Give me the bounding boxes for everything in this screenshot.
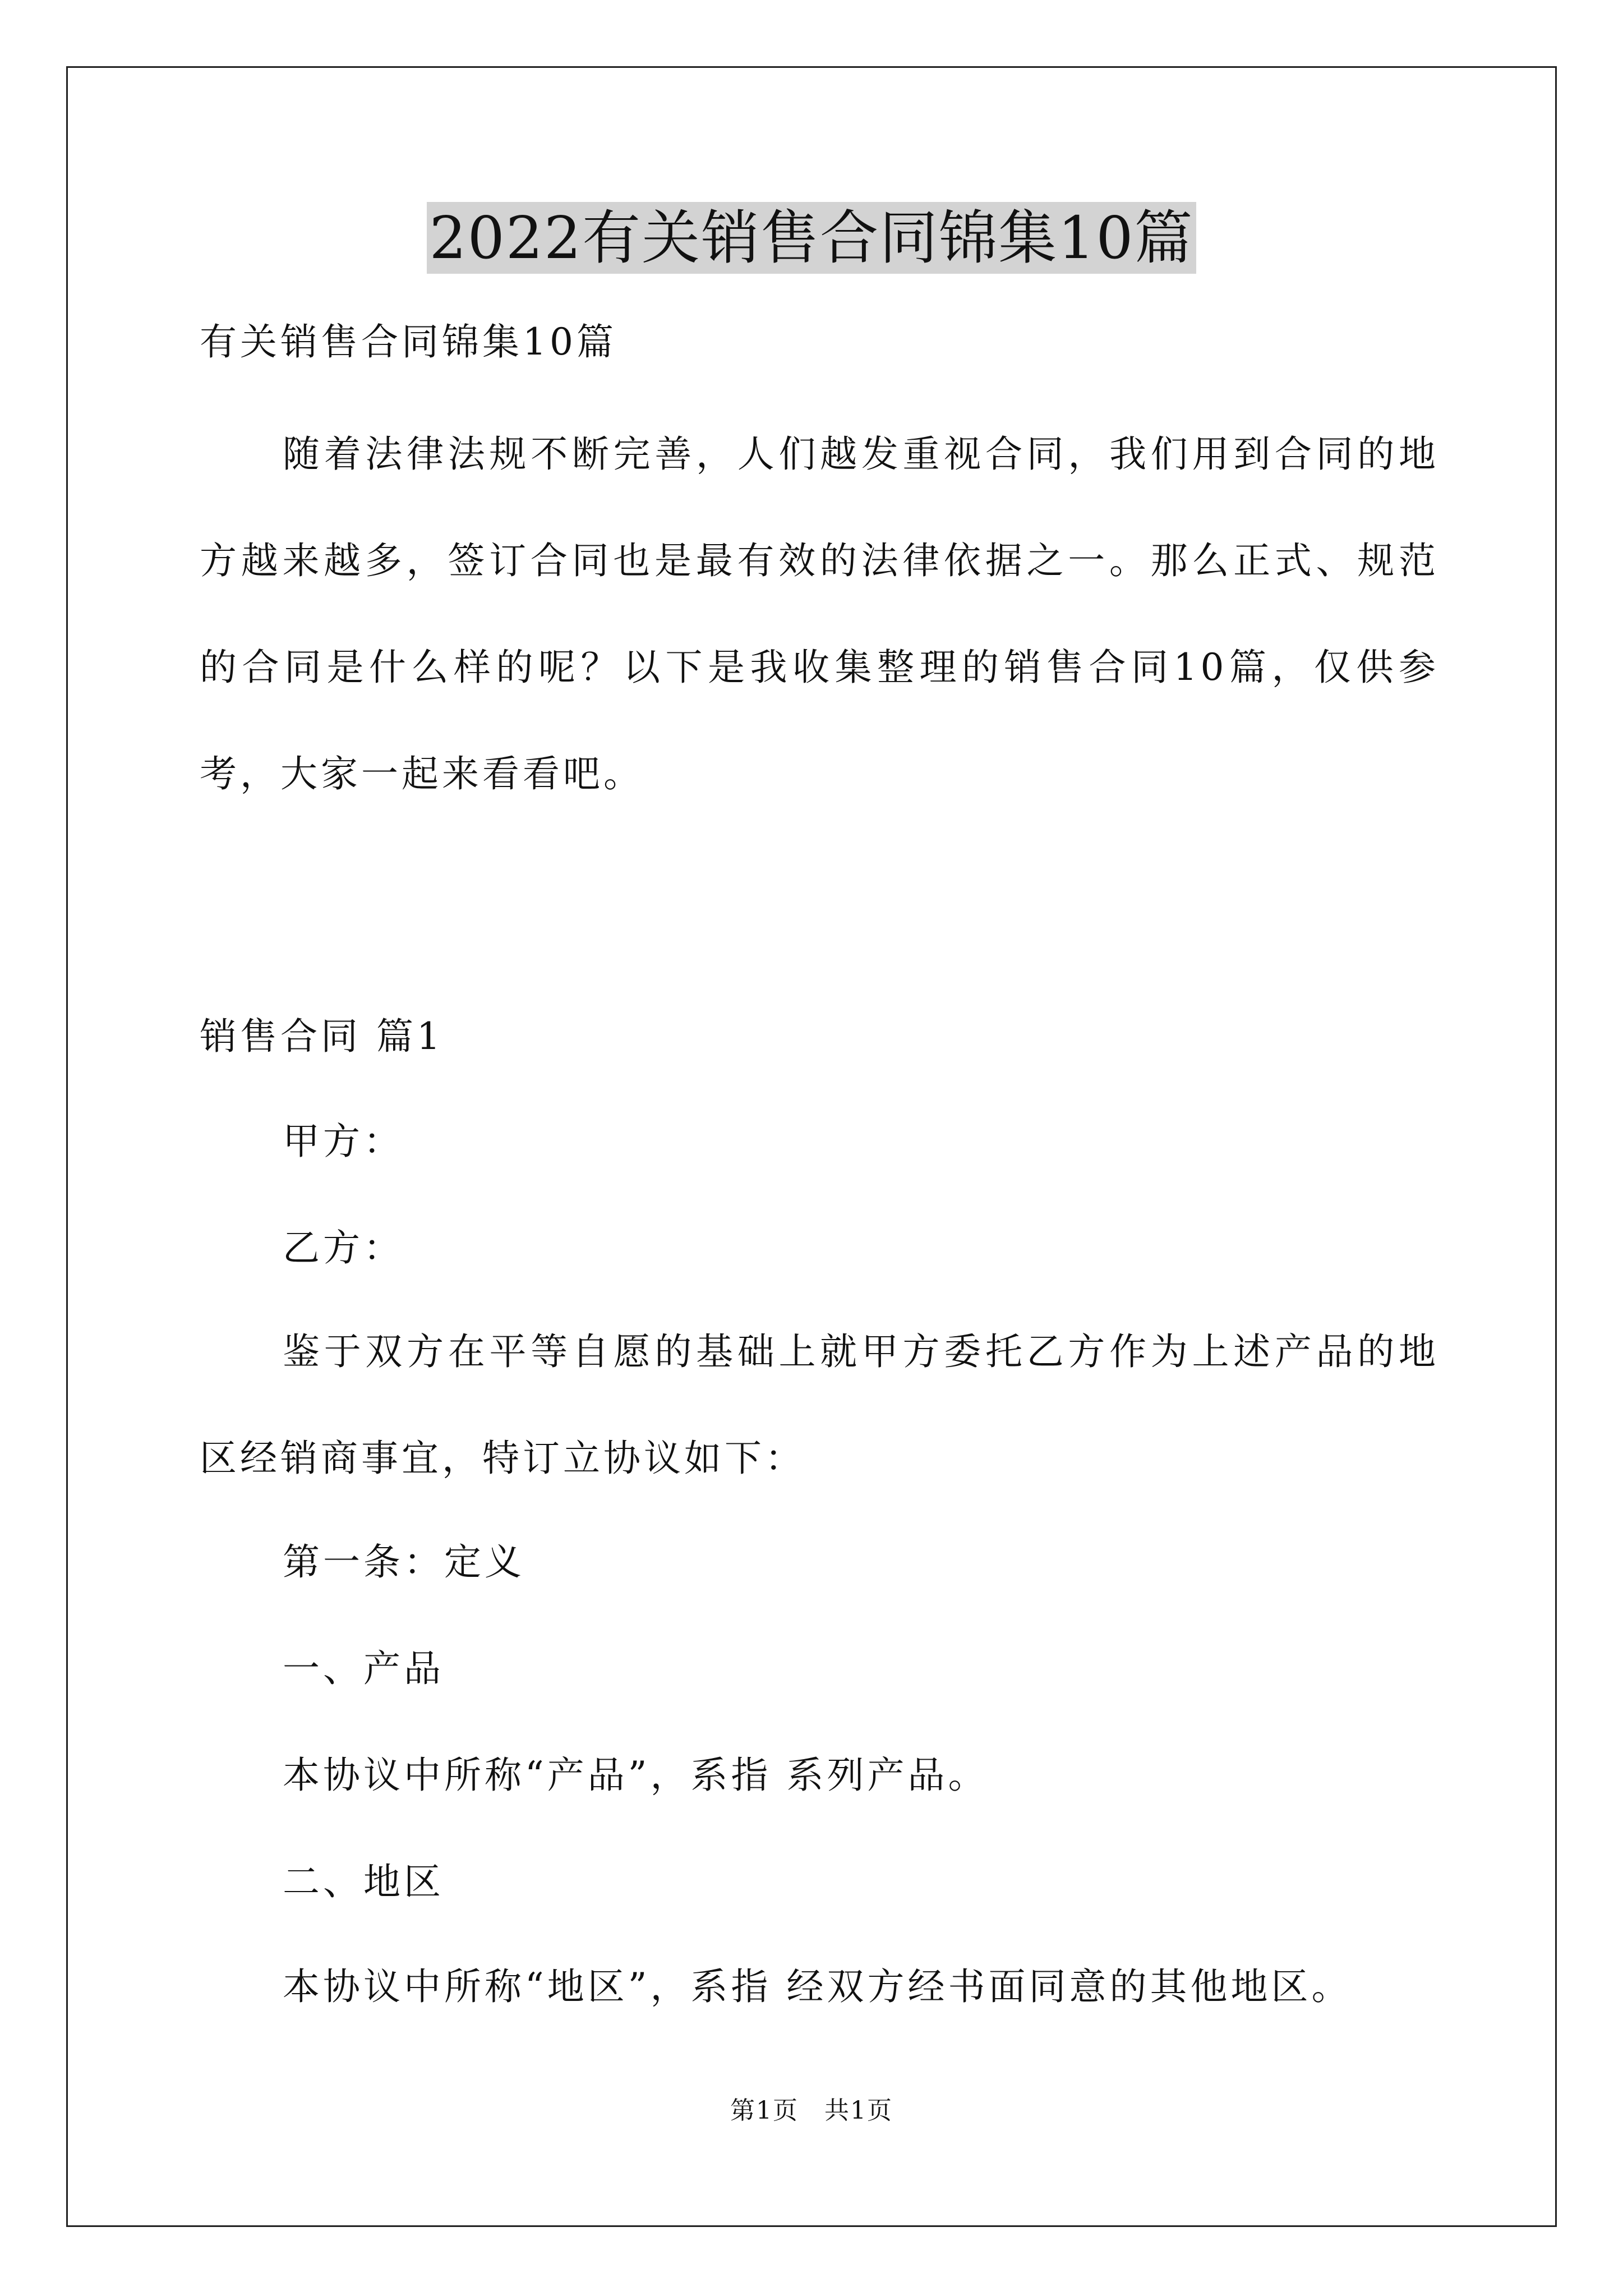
party-b-label: 乙方： bbox=[283, 1226, 404, 1269]
section-heading: 销售合同 篇1 bbox=[200, 1015, 444, 1058]
document-title: 2022有关销售合同锦集10篇 bbox=[427, 202, 1196, 274]
preamble-paragraph: 鉴于双方在平等自愿的基础上就甲方委托乙方作为上述产品的地区经销商事宜，特订立协议如下： bbox=[200, 1330, 1439, 1480]
page-footer: 第1页 共1页 bbox=[730, 2096, 893, 2125]
item-2-heading: 二、地区 bbox=[283, 1860, 444, 1903]
title-wrapper bbox=[0, 202, 1623, 274]
document-subtitle: 有关销售合同锦集10篇 bbox=[200, 320, 617, 364]
intro-paragraph: 随着法律法规不断完善，人们越发重视合同，我们用到合同的地方越来越多，签订合同也是最有效的法律依据之一。那么正式、规范的合同是什么样的呢？以下是我收集整理的销售合同10篇，仅供参考，大家一起来看看吧。 bbox=[200, 432, 1439, 795]
item-1-heading: 一、产品 bbox=[283, 1647, 444, 1690]
article-1-heading: 第一条：定义 bbox=[283, 1540, 525, 1584]
item-2-text: 本协议中所称“地区”，系指 经双方经书面同意的其他地区。 bbox=[283, 1965, 1352, 2008]
item-1-text: 本协议中所称“产品”，系指 系列产品。 bbox=[283, 1754, 989, 1797]
party-a-label: 甲方： bbox=[283, 1120, 404, 1163]
